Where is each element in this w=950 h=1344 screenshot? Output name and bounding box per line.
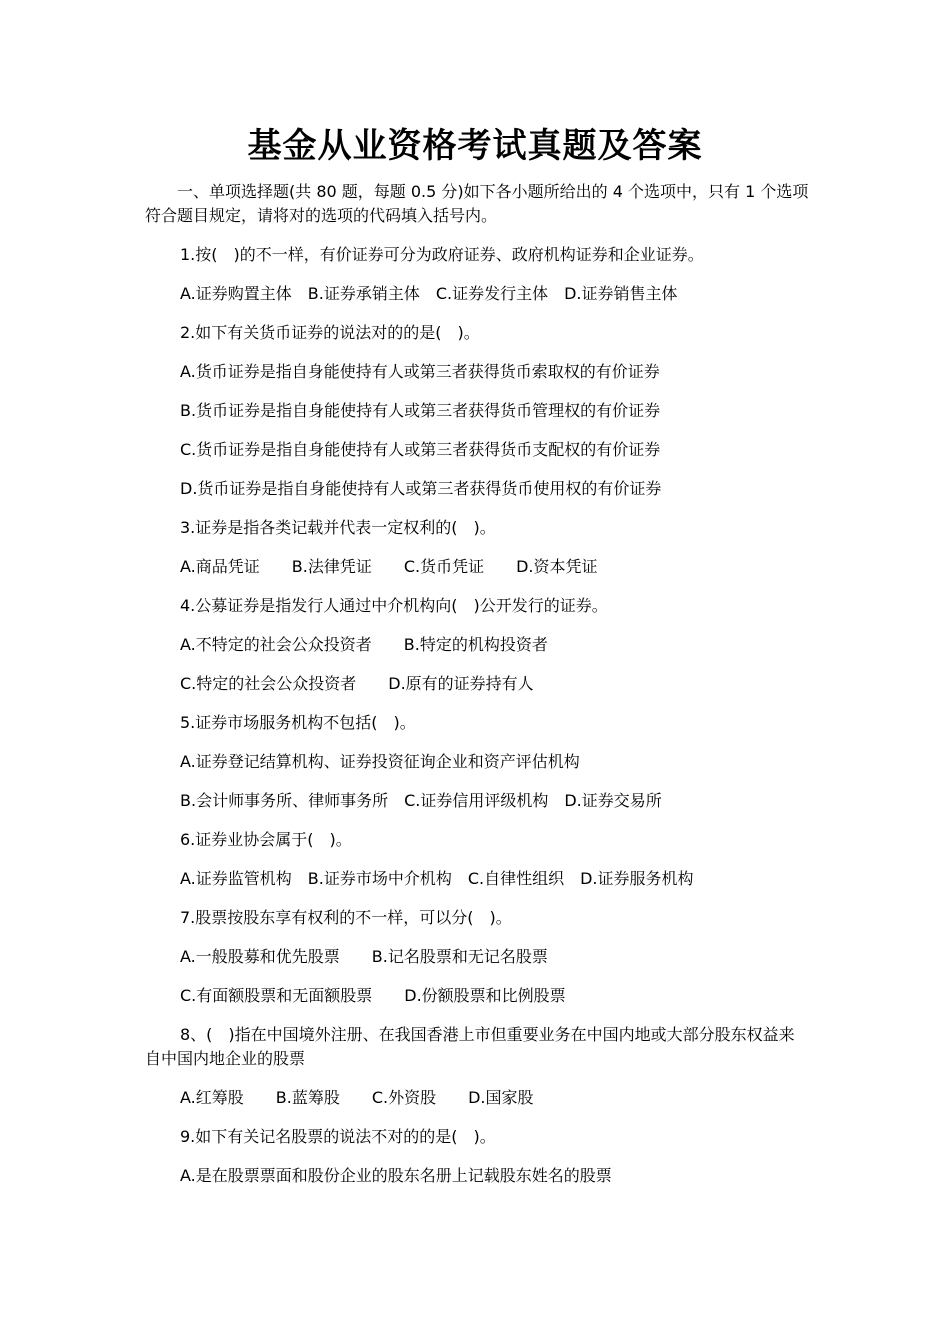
question-2-option-d: D.货币证券是指自身能使持有人或第三者获得货币使用权的有价证券	[180, 479, 662, 498]
question-4: 4.公募证券是指发行人通过中介机构向( )公开发行的证券。	[180, 596, 608, 615]
question-6-options: A.证券监管机构 B.证券市场中介机构 C.自律性组织 D.证券服务机构	[180, 869, 694, 888]
question-1-options: A.证券购置主体 B.证券承销主体 C.证券发行主体 D.证券销售主体	[180, 284, 678, 303]
question-5: 5.证券市场服务机构不包括( )。	[180, 713, 416, 732]
question-7-options-cd: C.有面额股票和无面额股票 D.份额股票和比例股票	[180, 986, 566, 1005]
question-3: 3.证券是指各类记载并代表一定权利的( )。	[180, 518, 496, 537]
question-5-options-bcd: B.会计师事务所、律师事务所 C.证券信用评级机构 D.证券交易所	[180, 791, 662, 810]
question-5-option-a: A.证券登记结算机构、证券投资征询企业和资产评估机构	[180, 752, 580, 771]
question-2-option-a: A.货币证券是指自身能使持有人或第三者获得货币索取权的有价证券	[180, 362, 660, 381]
question-7-options-ab: A.一般股募和优先股票 B.记名股票和无记名股票	[180, 947, 548, 966]
question-2: 2.如下有关货币证券的说法对的的是( )。	[180, 323, 480, 342]
question-3-options: A.商品凭证 B.法律凭证 C.货币凭证 D.资本凭证	[180, 557, 598, 576]
question-8: 8、( )指在中国境外注册、在我国香港上市但重要业务在中国内地或大部分股东权益来自中国内地企业的股票	[145, 1025, 795, 1068]
question-2-option-b: B.货币证券是指自身能使持有人或第三者获得货币管理权的有价证券	[180, 401, 661, 420]
question-9: 9.如下有关记名股票的说法不对的的是( )。	[180, 1127, 496, 1146]
question-2-option-c: C.货币证券是指自身能使持有人或第三者获得货币支配权的有价证券	[180, 440, 661, 459]
question-4-options-ab: A.不特定的社会公众投资者 B.特定的机构投资者	[180, 635, 548, 654]
section-intro: 一、单项选择题(共 80 题，每题 0.5 分)如下各小题所给出的 4 个选项中，只有 1 个选项符合题目规定，请将对的选项的代码填入括号内。	[145, 182, 809, 225]
question-8-options: A.红筹股 B.蓝筹股 C.外资股 D.国家股	[180, 1088, 534, 1107]
question-1: 1.按( )的不一样，有价证券可分为政府证券、政府机构证券和企业证券。	[180, 245, 704, 264]
question-4-options-cd: C.特定的社会公众投资者 D.原有的证券持有人	[180, 674, 534, 693]
question-9-option-a: A.是在股票票面和股份企业的股东名册上记载股东姓名的股票	[180, 1166, 612, 1185]
question-7: 7.股票按股东享有权利的不一样，可以分( )。	[180, 908, 512, 927]
question-6: 6.证券业协会属于( )。	[180, 830, 352, 849]
document-title: 基金从业资格考试真题及答案	[247, 126, 703, 166]
